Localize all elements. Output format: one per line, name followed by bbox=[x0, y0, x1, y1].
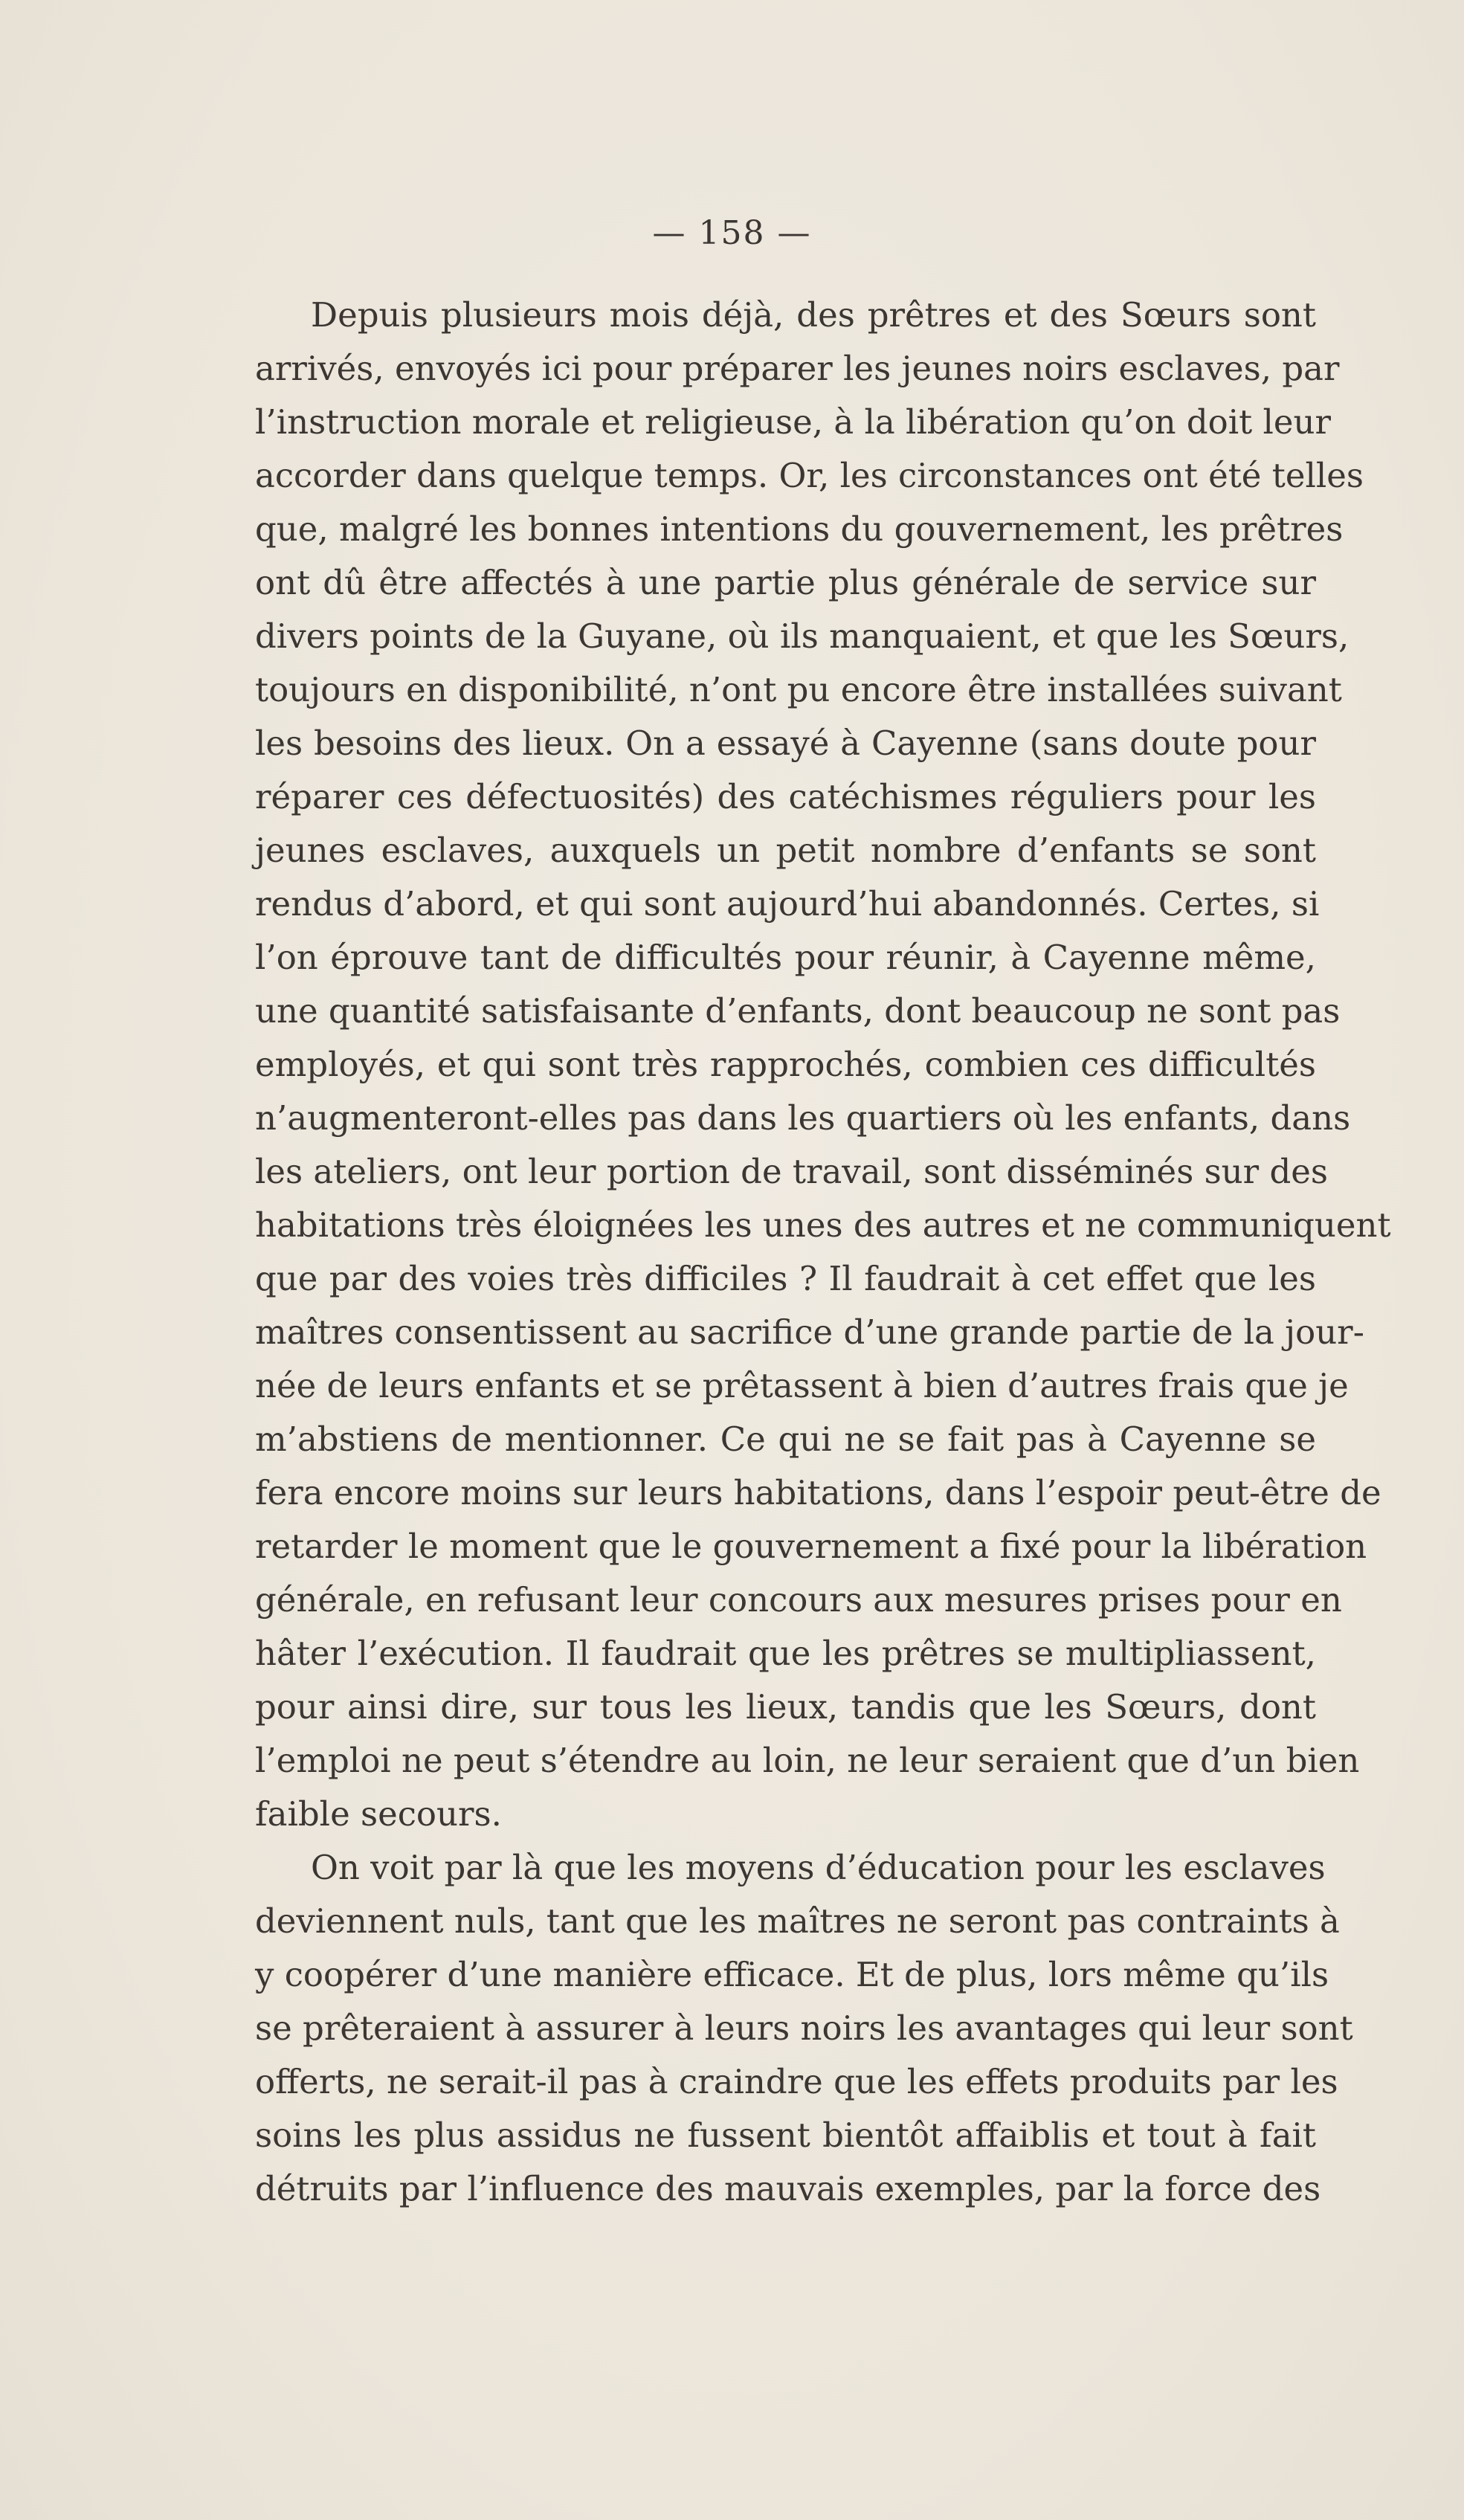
paragraph-2 bbox=[255, 1841, 1353, 2216]
text-line: les ateliers, ont leur portion de travail, sont disséminés sur des bbox=[255, 1152, 1329, 1191]
text-line: se prêteraient à assurer à leurs noirs les avantages qui leur sont bbox=[255, 2008, 1353, 2048]
text-line: hâter l’exécution. Il faudrait que les prêtres se multipliassent, bbox=[255, 1634, 1316, 1673]
text-line: fera encore moins sur leurs habitations, dans l’espoir peut-être de bbox=[255, 1473, 1381, 1512]
text-line: offerts, ne serait-il pas à craindre que les effets produits par les bbox=[255, 2062, 1338, 2101]
text-line: maîtres consentissent au sacrifice d’une grande partie de la jour- bbox=[255, 1312, 1364, 1352]
text-line: née de leurs enfants et se prêtassent à bien d’autres frais que je bbox=[255, 1366, 1349, 1405]
text-line: ont dû être affectés à une partie plus générale de service sur bbox=[255, 563, 1316, 602]
text-line: m’abstiens de mentionner. Ce qui ne se fait pas à Cayenne se bbox=[255, 1419, 1316, 1459]
text-line: que par des voies très difficiles ? Il faudrait à cet effet que les bbox=[255, 1259, 1316, 1298]
text-line: l’instruction morale et religieuse, à la libération qu’on doit leur bbox=[255, 402, 1332, 442]
text-line: les besoins des lieux. On a essayé à Cayenne (sans doute pour bbox=[255, 724, 1316, 763]
text-line: n’augmenteront-elles pas dans les quartiers où les enfants, dans bbox=[255, 1098, 1351, 1138]
text-line: réparer ces défectuosités) des catéchismes réguliers pour les bbox=[255, 777, 1316, 816]
text-line: habitations très éloignées les unes des autres et ne communiquent bbox=[255, 1205, 1391, 1245]
text-line: deviennent nuls, tant que les maîtres ne seront pas contraints à bbox=[255, 1901, 1340, 1941]
text-line: générale, en refusant leur concours aux mesures prises pour en bbox=[255, 1580, 1342, 1620]
text-line: pour ainsi dire, sur tous les lieux, tandis que les Sœurs, dont bbox=[255, 1687, 1316, 1727]
text-line: divers points de la Guyane, où ils manquaient, et que les Sœurs, bbox=[255, 616, 1349, 656]
text-line: toujours en disponibilité, n’ont pu encore être installées suivant bbox=[255, 670, 1342, 709]
text-line: que, malgré les bonnes intentions du gouvernement, les prêtres bbox=[255, 509, 1344, 549]
text-line: l’on éprouve tant de difficultés pour réunir, à Cayenne même, bbox=[255, 938, 1316, 977]
page-number: — 158 — bbox=[652, 214, 812, 252]
text-line: y coopérer d’une manière efficace. Et de plus, lors même qu’ils bbox=[255, 1955, 1329, 1994]
text-line: l’emploi ne peut s’étendre au loin, ne leur seraient que d’un bien bbox=[255, 1741, 1360, 1780]
text-line: faible secours. bbox=[255, 1794, 502, 1834]
text-line: retarder le moment que le gouvernement a fixé pour la libération bbox=[255, 1527, 1367, 1566]
text-line: une quantité satisfaisante d’enfants, dont beaucoup ne sont pas bbox=[255, 991, 1341, 1031]
text-line: rendus d’abord, et qui sont aujourd’hui abandonnés. Certes, si bbox=[255, 884, 1320, 924]
text-line: détruits par l’influence des mauvais exemples, par la force des bbox=[255, 2169, 1321, 2208]
text-line: arrivés, envoyés ici pour préparer les jeunes noirs esclaves, par bbox=[255, 349, 1340, 388]
paragraph-1 bbox=[255, 289, 1391, 1841]
text-line: soins les plus assidus ne fussent bientôt affaiblis et tout à fait bbox=[255, 2115, 1316, 2155]
text-body bbox=[255, 289, 1391, 2216]
text-line: accorder dans quelque temps. Or, les circonstances ont été telles bbox=[255, 456, 1364, 495]
text-line: employés, et qui sont très rapprochés, combien ces difficultés bbox=[255, 1045, 1316, 1084]
text-line: Depuis plusieurs mois déjà, des prêtres et des Sœurs sont bbox=[311, 295, 1316, 335]
text-line: On voit par là que les moyens d’éducation pour les esclaves bbox=[311, 1848, 1326, 1887]
text-line: jeunes esclaves, auxquels un petit nombre d’enfants se sont bbox=[255, 831, 1316, 870]
